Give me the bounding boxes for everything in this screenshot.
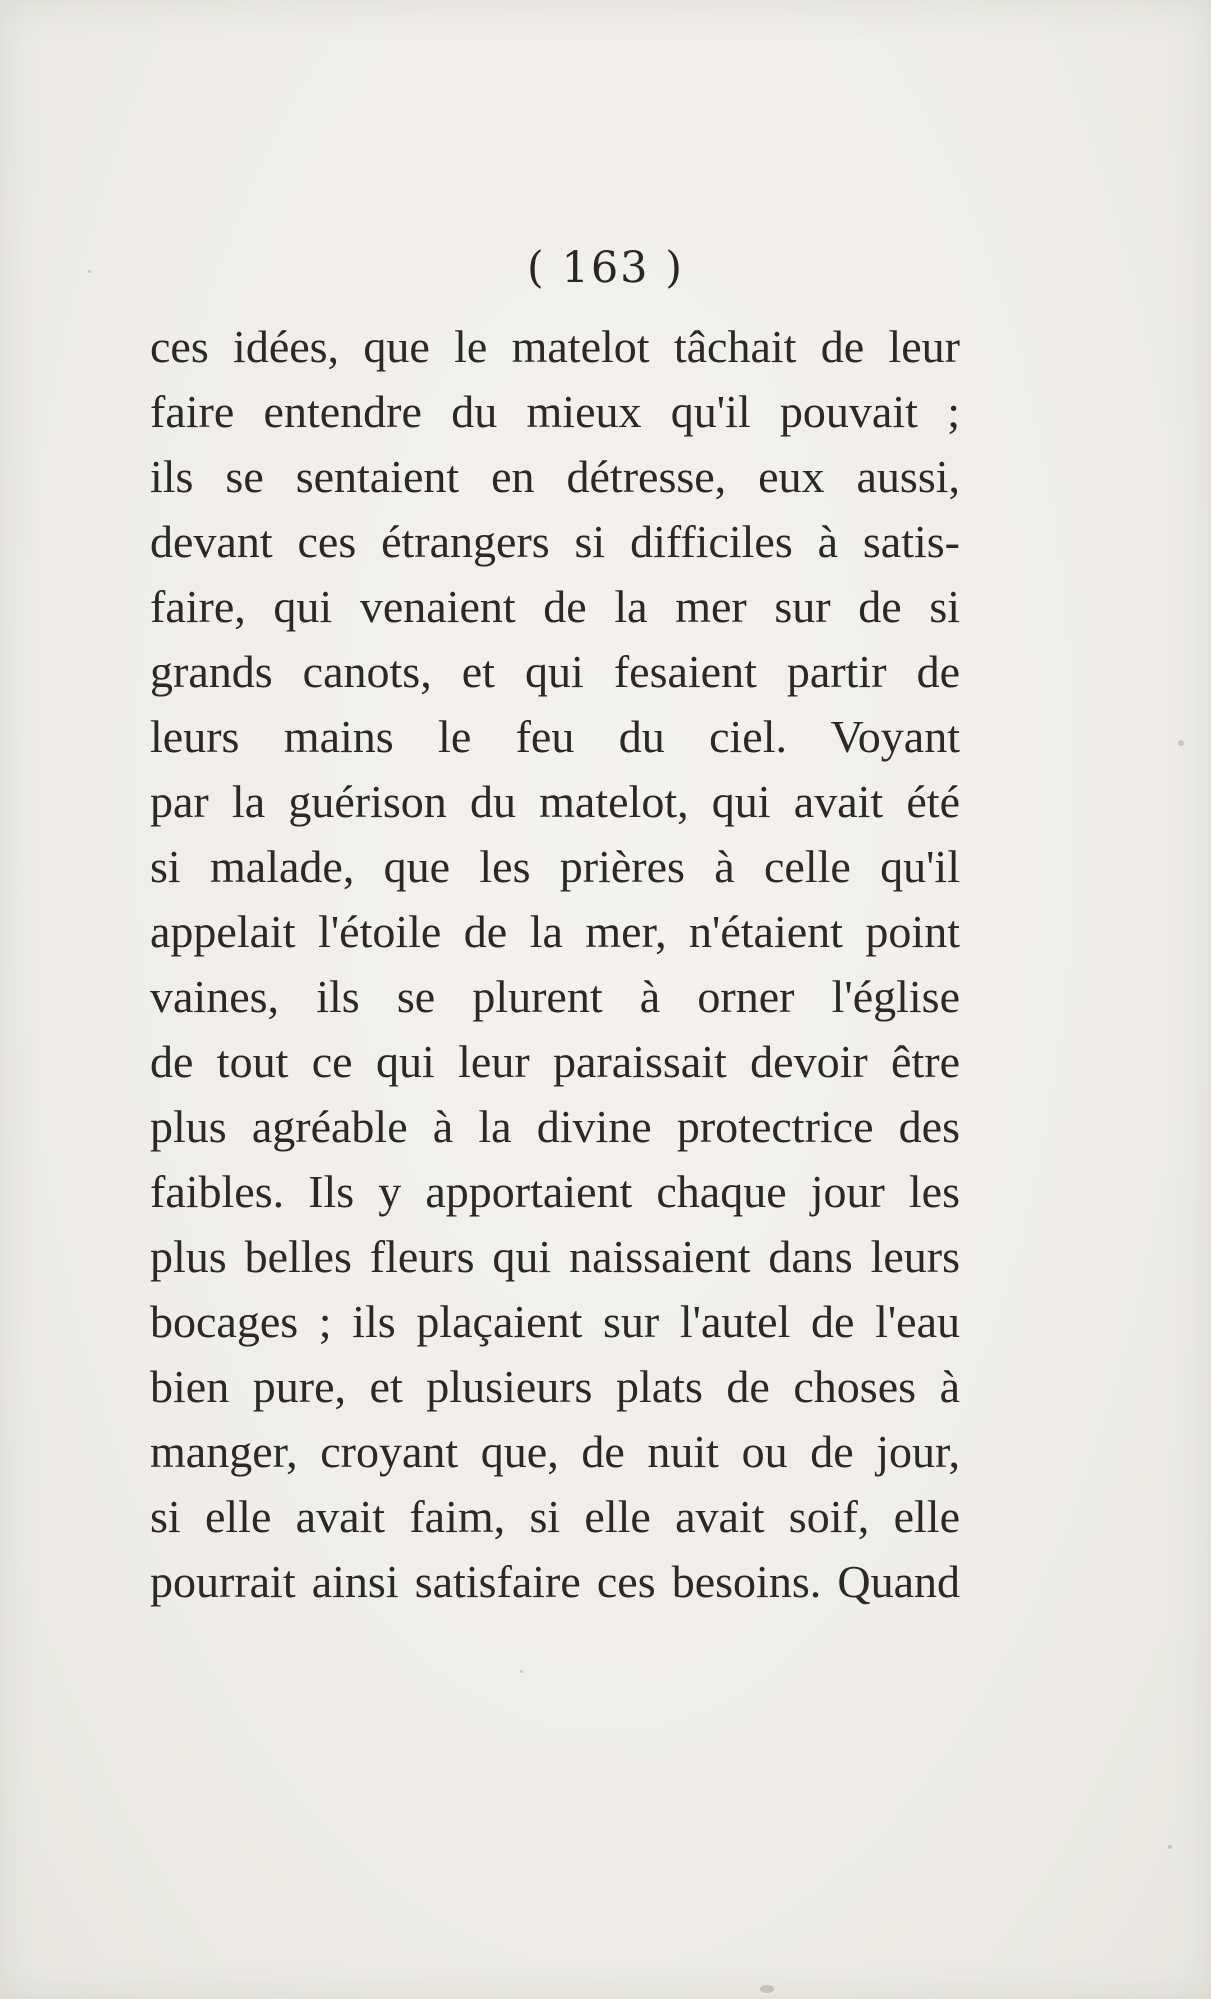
text-line: vaines, ils se plurent à orner l'église <box>150 971 960 1022</box>
text-line: leurs mains le feu du ciel. Voyant <box>150 711 960 762</box>
text-line: ces idées, que le matelot tâchait de leur <box>150 321 960 372</box>
text-line: pourrait ainsi satisfaire ces besoins. Quand <box>150 1556 960 1607</box>
text-line: faire entendre du mieux qu'il pouvait ; <box>150 386 960 437</box>
text-line: faibles. Ils y apportaient chaque jour les <box>150 1166 960 1217</box>
paper-speck <box>1168 1845 1172 1849</box>
text-line: si elle avait faim, si elle avait soif, elle <box>150 1491 960 1542</box>
body-text <box>150 314 960 1614</box>
text-line: si malade, que les prières à celle qu'il <box>150 841 960 892</box>
text-line: plus agréable à la divine protectrice des <box>150 1101 960 1152</box>
paper-speck <box>760 1985 774 1993</box>
text-line: manger, croyant que, de nuit ou de jour, <box>150 1426 960 1477</box>
text-line: de tout ce qui leur paraissait devoir être <box>150 1036 960 1087</box>
text-line: bien pure, et plusieurs plats de choses à <box>150 1361 960 1412</box>
text-line: faire, qui venaient de la mer sur de si <box>150 581 960 632</box>
text-line: grands canots, et qui fesaient partir de <box>150 646 960 697</box>
paper-speck <box>520 1670 523 1673</box>
text-line: ils se sentaient en détresse, eux aussi, <box>150 451 960 502</box>
text-line: plus belles fleurs qui naissaient dans leurs <box>150 1231 960 1282</box>
paper-speck <box>1178 740 1184 746</box>
text-line: par la guérison du matelot, qui avait été <box>150 776 960 827</box>
paper-speck <box>88 270 91 273</box>
text-line: devant ces étrangers si difficiles à satis- <box>150 516 960 567</box>
page-number: ( 163 ) <box>527 243 684 293</box>
text-line: appelait l'étoile de la mer, n'étaient point <box>150 906 960 957</box>
text-line: bocages ; ils plaçaient sur l'autel de l'eau <box>150 1296 960 1347</box>
